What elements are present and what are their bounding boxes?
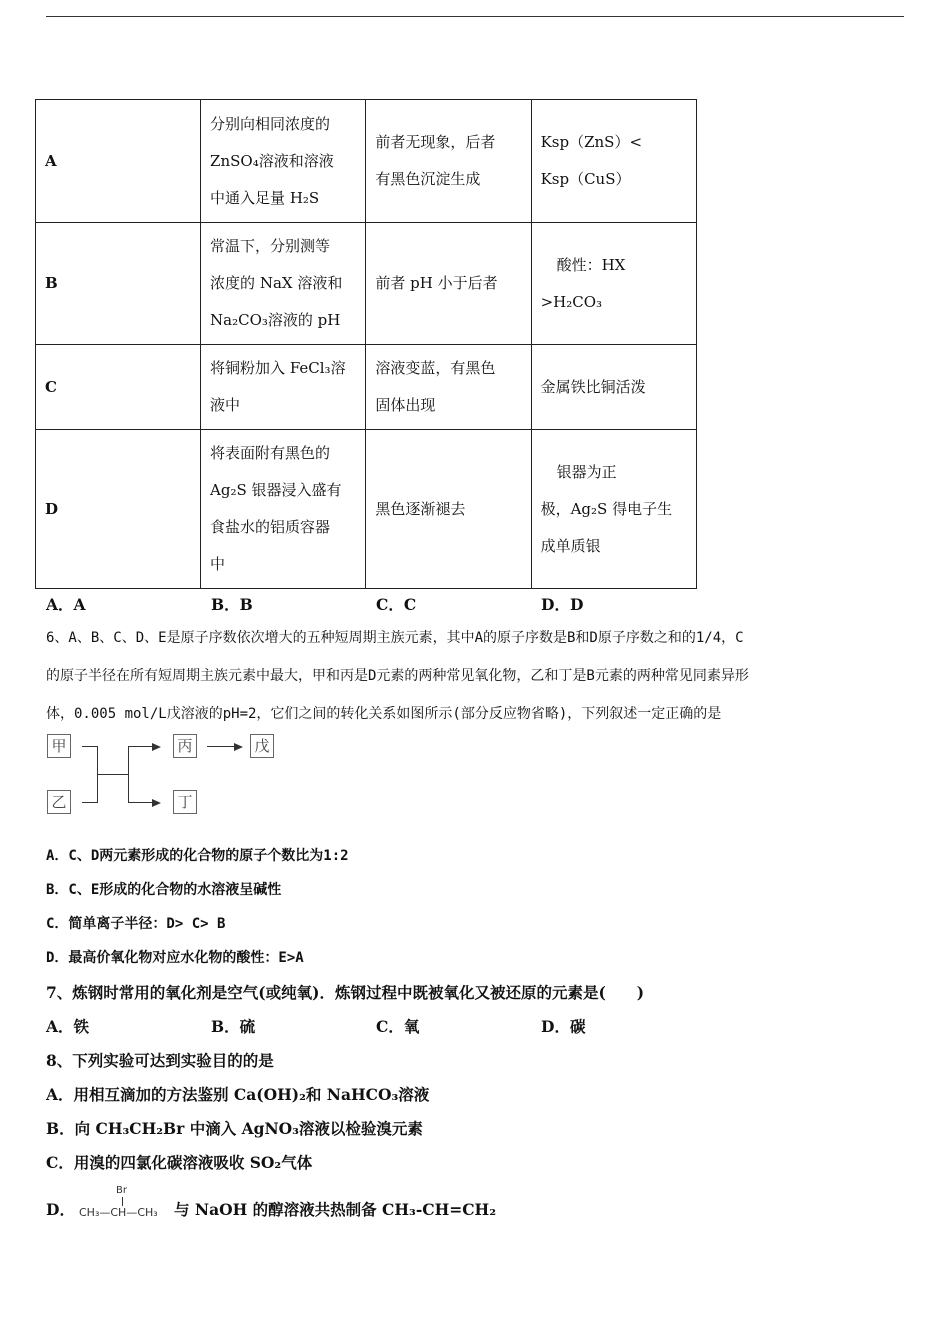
phenomenon-cell bbox=[366, 100, 531, 223]
cell-line: 将铜粉加入 FeCl₃溶 bbox=[210, 359, 346, 377]
q6-option-a[interactable]: A．C、D两元素形成的化合物的原子个数比为1:2 bbox=[46, 848, 349, 864]
connector-line bbox=[128, 746, 129, 803]
cell-line: 黑色逐渐褪去 bbox=[375, 499, 466, 518]
operation-cell bbox=[201, 100, 366, 223]
connector-line bbox=[82, 802, 98, 803]
cell-line: Na₂CO₃溶液的 pH bbox=[210, 311, 341, 329]
node-wu: 戊 bbox=[250, 734, 274, 758]
q6-option-c[interactable]: C．简单离子半径：D> C> B bbox=[46, 916, 226, 932]
cell-line: Ksp（ZnS）< bbox=[540, 133, 643, 151]
q6-stem-line: 的原子半径在所有短周期主族元素中最大，甲和丙是D元素的两种常见氧化物，乙和丁是B元素的两种常见同素异形 bbox=[46, 668, 749, 684]
conclusion-cell bbox=[531, 223, 696, 345]
operation-cell bbox=[201, 223, 366, 345]
arrow-head-icon bbox=[152, 743, 161, 751]
row-label: B bbox=[36, 223, 201, 345]
cell-line: 分别向相同浓度的 bbox=[210, 114, 331, 133]
connector-line bbox=[82, 746, 98, 747]
q6-stem-line: 6、A、B、C、D、E是原子序数依次增大的五种短周期主族元素，其中A的原子序数是B和D原子序数之和的1/4，C bbox=[46, 630, 744, 646]
cell-line: ZnSO₄溶液和溶液 bbox=[210, 151, 334, 170]
table-row bbox=[36, 430, 697, 589]
conclusion-cell bbox=[531, 345, 696, 430]
operation-cell bbox=[201, 345, 366, 430]
q7-option-b[interactable]: B．硫 bbox=[211, 1017, 256, 1036]
structural-formula: CH₃—CH—CH₃ bbox=[79, 1206, 158, 1219]
q8-option-d-text: 与 NaOH 的醇溶液共热制备 CH₃-CH=CH₂ bbox=[174, 1200, 496, 1219]
cell-line: 液中 bbox=[210, 396, 241, 414]
cell-line: 中通入足量 H₂S bbox=[210, 188, 320, 207]
cell-line: 食盐水的铝质容器 bbox=[210, 518, 331, 536]
conclusion-cell bbox=[531, 100, 696, 223]
node-yi: 乙 bbox=[47, 790, 71, 814]
cell-line: 酸性：HX bbox=[556, 255, 626, 274]
cell-line: 前者 pH 小于后者 bbox=[375, 274, 498, 292]
cell-line: 中 bbox=[210, 555, 226, 573]
phenomenon-cell bbox=[366, 345, 531, 430]
row-label: A bbox=[36, 100, 201, 223]
cell-line: 有黑色沉淀生成 bbox=[375, 170, 481, 188]
cell-line: 成单质银 bbox=[540, 536, 601, 555]
q8-stem: 8、下列实验可达到实验目的的是 bbox=[46, 1051, 274, 1070]
q5-option-c[interactable]: C．C bbox=[376, 595, 417, 614]
q8-option-a[interactable]: A．用相互滴加的方法鉴别 Ca(OH)₂和 NaHCO₃溶液 bbox=[46, 1085, 430, 1104]
conclusion-cell bbox=[531, 430, 696, 589]
cell-line: 银器为正 bbox=[556, 462, 617, 481]
q7-option-a[interactable]: A．铁 bbox=[46, 1017, 90, 1036]
q8-option-c[interactable]: C．用溴的四氯化碳溶液吸收 SO₂气体 bbox=[46, 1153, 313, 1172]
cell-line: 金属铁比铜活泼 bbox=[540, 377, 646, 396]
q7-option-c[interactable]: C．氧 bbox=[376, 1017, 420, 1036]
cell-line: 溶液变蓝，有黑色 bbox=[375, 359, 496, 377]
cell-line: Ag₂S 银器浸入盛有 bbox=[210, 481, 342, 499]
operation-cell bbox=[201, 430, 366, 589]
arrow-head-icon bbox=[152, 799, 161, 807]
connector-line bbox=[128, 746, 153, 747]
row-label: D bbox=[36, 430, 201, 589]
q5-option-d[interactable]: D．D bbox=[541, 595, 584, 614]
cell-line: >H₂CO₃ bbox=[540, 292, 603, 311]
connector-line bbox=[207, 746, 235, 747]
q5-option-a[interactable]: A．A bbox=[46, 595, 86, 614]
cell-line: Ksp（CuS） bbox=[540, 170, 631, 188]
q6-option-b[interactable]: B．C、E形成的化合物的水溶液呈碱性 bbox=[46, 882, 282, 898]
q8-option-d-label[interactable]: D． bbox=[46, 1200, 75, 1219]
bond-line bbox=[122, 1197, 123, 1206]
cell-line: 浓度的 NaX 溶液和 bbox=[210, 274, 343, 292]
cell-line: 常温下，分别测等 bbox=[210, 237, 331, 255]
connector-line bbox=[97, 774, 129, 775]
q7-option-d[interactable]: D．碳 bbox=[541, 1017, 586, 1036]
node-bing: 丙 bbox=[173, 734, 197, 758]
experiment-table bbox=[35, 99, 697, 589]
connector-line bbox=[128, 802, 153, 803]
arrow-head-icon bbox=[234, 743, 243, 751]
q8-option-b[interactable]: B．向 CH₃CH₂Br 中滴入 AgNO₃溶液以检验溴元素 bbox=[46, 1119, 423, 1138]
q6-option-d[interactable]: D．最高价氧化物对应水化物的酸性：E>A bbox=[46, 950, 304, 966]
node-ding: 丁 bbox=[173, 790, 197, 814]
q6-stem-line: 体，0.005 mol/L戊溶液的pH=2，它们之间的转化关系如图所示(部分反应物省略)，下列叙述一定正确的是 bbox=[46, 706, 722, 722]
header-rule bbox=[46, 16, 904, 17]
table-row bbox=[36, 100, 697, 223]
phenomenon-cell bbox=[366, 430, 531, 589]
cell-line: 前者无现象，后者 bbox=[375, 133, 496, 151]
table-row bbox=[36, 345, 697, 430]
q5-option-b[interactable]: B．B bbox=[211, 595, 253, 614]
cell-line: 将表面附有黑色的 bbox=[210, 444, 331, 462]
cell-line: 固体出现 bbox=[375, 396, 436, 414]
cell-line: 极，Ag₂S 得电子生 bbox=[540, 499, 673, 518]
row-label: C bbox=[36, 345, 201, 430]
q7-stem: 7、炼钢时常用的氧化剂是空气(或纯氧)．炼钢过程中既被氧化又被还原的元素是( ) bbox=[46, 983, 645, 1002]
node-jia: 甲 bbox=[47, 734, 71, 758]
table-row bbox=[36, 223, 697, 345]
bromo-substituent: Br bbox=[116, 1185, 127, 1196]
phenomenon-cell bbox=[366, 223, 531, 345]
